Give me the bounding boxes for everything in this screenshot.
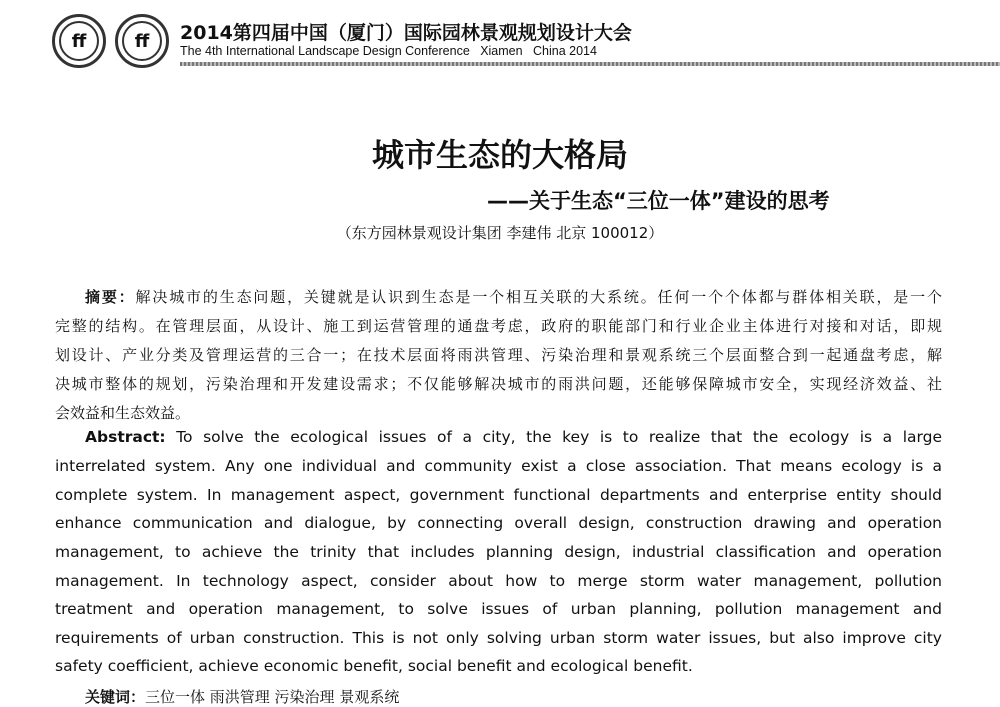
keywords-line	[85, 686, 399, 707]
abstract-cn-line: 划设计、产业分类及管理运营的三合一；在技术层面将雨洪管理、污染治理和景观系统三个层面整合到一起通盘考虑，解	[55, 346, 942, 364]
abstract-en-line: interrelated system. Any one individual and community exist a close association. That means ecology is a	[55, 457, 942, 475]
keywords-text: 三位一体 雨洪管理 污染治理 景观系统	[145, 688, 400, 706]
conference-logo-right: ff	[115, 14, 169, 68]
author-line: （东方园林景观设计集团 李建伟 北京 100012）	[336, 224, 664, 242]
conference-title-en: The 4th International Landscape Design Conference Xiamen China 2014	[180, 44, 597, 58]
abstract-cn-line: 摘要：解决城市的生态问题，关键就是认识到生态是一个相互关联的大系统。任何一个个体都与群体相关联，是一个	[85, 288, 942, 306]
abstract-en-line: management, to achieve the trinity that includes planning design, industrial classification and operation	[55, 543, 942, 561]
abstract-cn-line: 会效益和生态效益。	[55, 404, 191, 422]
abstract-en-line: management. In technology aspect, consider about how to merge storm water management, pollution	[55, 572, 942, 590]
abstract-cn-label: 摘要：	[85, 288, 136, 306]
abstract-en-line: enhance communication and dialogue, by connecting overall design, construction drawing and operation	[55, 514, 942, 532]
conference-logo-left: ff	[52, 14, 106, 68]
paper-subtitle: ——关于生态“三位一体”建设的思考	[487, 189, 830, 213]
paper-title: 城市生态的大格局	[371, 136, 628, 174]
keywords-label: 关键词：	[85, 688, 146, 706]
abstract-en-label: Abstract:	[85, 428, 166, 446]
conference-title-cn: 2014第四届中国（厦门）国际园林景观规划设计大会	[180, 22, 632, 44]
abstract-en-line: Abstract: To solve the ecological issues of a city, the key is to realize that the ecology is a large	[85, 428, 942, 446]
abstract-en-line: complete system. In management aspect, government functional departments and enterprise entity should	[55, 486, 942, 504]
abstract-en-line: treatment and operation management, to solve issues of urban planning, pollution management and	[55, 600, 942, 618]
abstract-cn-line: 决城市整体的规划，污染治理和开发建设需求；不仅能够解决城市的雨洪问题，还能够保障城市安全，实现经济效益、社	[55, 375, 942, 393]
abstract-cn-line: 完整的结构。在管理层面，从设计、施工到运营管理的通盘考虑，政府的职能部门和行业企业主体进行对接和对话，即规	[55, 317, 942, 335]
header-rule	[180, 62, 1000, 66]
abstract-en-line: requirements of urban construction. This is not only solving urban storm water issues, but also improve city	[55, 629, 942, 647]
abstract-en-line: safety coefficient, achieve economic benefit, social benefit and ecological benefit.	[55, 657, 693, 675]
